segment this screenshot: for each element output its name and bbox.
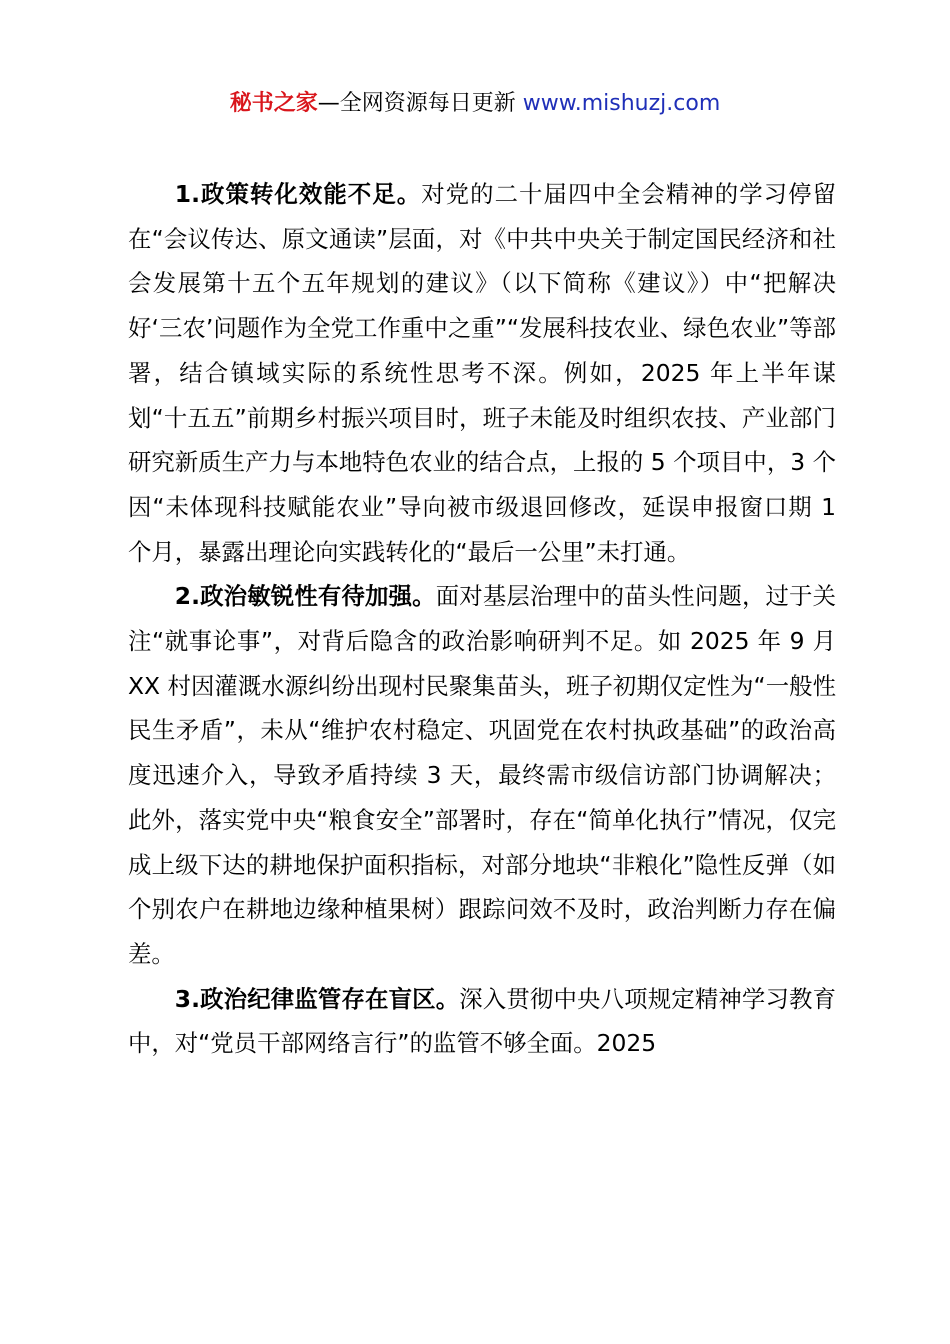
site-header [0, 88, 950, 120]
paragraph-3-heading: 3.政治纪律监管存在盲区。 [174, 984, 460, 1013]
document-body [128, 172, 836, 1066]
paragraph-2-heading: 2.政治敏锐性有待加强。 [174, 582, 436, 611]
paragraph-2 [128, 574, 836, 976]
paragraph-3 [128, 977, 836, 1066]
brand-name: 秘书之家 [229, 91, 318, 116]
site-url[interactable]: www.mishuzj.com [522, 91, 721, 116]
paragraph-2-text: 面对基层治理中的苗头性问题，过于关注“就事论事”，对背后隐含的政治影响研判不足。如 2025 年 9 月 XX 村因灌溉水源纠纷出现村民聚集苗头，班子初期仅定性为“一般性民生矛盾”，未从“维护农村稳定、巩固党在农村执政基础”的政治高度迅速介入，导致矛盾持续 3 天，最终需市级信访部门协调解决；此外，落实党中央“粮食安全”部署时，存在“简单化执行”情况，仅完成上级下达的耕地保护面积指标，对部分地块“非粮化”隐性反弹（如个别农户在耕地边缘种植果树）跟踪问效不及时，政治判断力存在偏差。 [128, 582, 836, 968]
paragraph-1 [128, 172, 836, 574]
paragraph-1-text: 对党的二十届四中全会精神的学习停留在“会议传达、原文通读”层面，对《中共中央关于制定国民经济和社会发展第十五个五年规划的建议》（以下简称《建议》）中“把解决好‘三农’问题作为全党工作重中之重”“发展科技农业、绿色农业”等部署，结合镇域实际的系统性思考不深。例如，2025 年上半年谋划“十五五”前期乡村振兴项目时，班子未能及时组织农技、产业部门研究新质生产力与本地特色农业的结合点，上报的 5 个项目中，3 个因“未体现科技赋能农业”导向被市级退回修改，延误申报窗口期 1 个月，暴露出理论向实践转化的“最后一公里”未打通。 [128, 180, 836, 566]
paragraph-1-heading: 1.政策转化效能不足。 [174, 180, 422, 208]
header-tagline: —全网资源每日更新 [317, 91, 523, 116]
paragraph-3-text: 深入贯彻中央八项规定精神学习教育中，对“党员干部网络言行”的监管不够全面。2025 [128, 984, 836, 1058]
